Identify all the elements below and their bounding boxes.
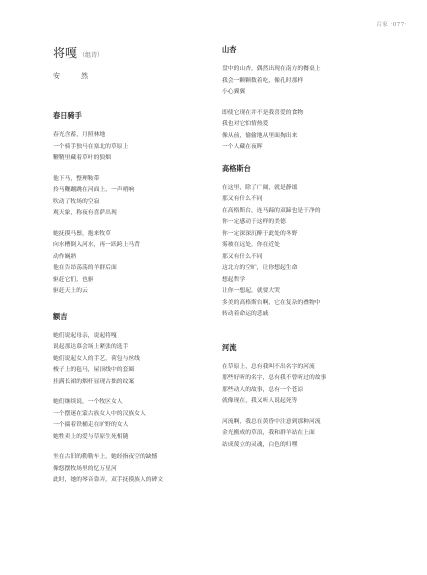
poem-line: 吹动了牧场的空寂 <box>53 198 100 205</box>
poem <box>53 111 218 298</box>
page-header: 百家 ·077· <box>376 22 407 28</box>
poem-line: 站成蔑立的灵魂，白色的归嘿 <box>222 441 298 448</box>
poem-title: 春日骑手 <box>53 111 82 120</box>
poem-line: 河流啊，我总在黄昏中注意到那种河流 <box>222 418 321 425</box>
poem-line: 在这里，除了广阔，就是静谧 <box>222 184 298 191</box>
poem-line: 驱赶它们，也驱 <box>53 276 94 283</box>
stanza <box>53 130 218 165</box>
poem-line: 即使它现在并不是我喜爱的食物 <box>222 109 304 116</box>
stanza <box>53 331 218 389</box>
poem-line: 像从前，偷偷地从里面掏出来 <box>222 132 298 139</box>
poem-line: 金光搬成的草浪，我和群羊站在上面 <box>222 430 315 436</box>
article-title-row <box>53 45 218 63</box>
poem-line: 多美的高格斯台啊，它在复杂的叠物中 <box>222 299 321 306</box>
poem-line: 他在告昂荡荡的羊群后面 <box>53 265 117 271</box>
poem-line: 一个摆迷在蒙古族女人中的汉族女人 <box>53 410 146 417</box>
right-column <box>222 45 387 460</box>
poem-line: 那些好听的名字，总有我不曾听过的故事 <box>222 375 327 381</box>
poem-line: 雾被在远处，你在近处 <box>222 242 280 248</box>
stanza <box>53 229 218 298</box>
poem-title: 山杏 <box>222 45 237 54</box>
left-column <box>53 45 218 496</box>
poem-line: 一个人藏在夜晖 <box>222 144 263 150</box>
poem-line: 她们说起母亲，说起将嘎 <box>53 332 117 339</box>
poem-line: 就像现在，我又听人说起死等 <box>222 398 298 404</box>
poem-title: 高格斯台 <box>222 163 251 173</box>
stanza <box>53 452 218 487</box>
poem-line: 你一定深深沉醉于此处的冬野 <box>222 230 298 237</box>
poem-line: 我也对它怕情热爱 <box>222 121 269 127</box>
stanza <box>222 108 387 154</box>
poem-line: 一个骑手独马在塞北的草原上 <box>53 143 129 150</box>
poem-line: 你一定感动于这样的美德 <box>222 219 286 225</box>
poem <box>222 45 387 154</box>
article-author: 安 然 <box>53 72 95 80</box>
poem-line: 她牲卖上的爱与草原生死相随 <box>53 433 129 440</box>
poem <box>222 164 387 321</box>
poem-line: 他下马，整理鞍带 <box>53 175 100 182</box>
poem-line: 春光含蓄，月照林地 <box>53 132 106 138</box>
poem-line: 让你一想起，就要大哭 <box>222 288 280 294</box>
poem-line: 鞭鞘里藏着草叶的狼烟 <box>53 155 111 161</box>
poem-title: 额吉 <box>53 311 68 321</box>
poem-line: 在草原上，总有我叫不出名字的河流 <box>222 363 315 370</box>
article-title: 将嘎 <box>53 46 78 60</box>
poem-line: 那又有什么不同 <box>222 253 263 260</box>
poem-line: 一个揣着铁桶走在旷野的女人 <box>53 422 129 428</box>
poem-line: 像悠摆牧场里的忆万星河 <box>53 465 117 472</box>
poem-line: 小心翼翼 <box>222 89 246 95</box>
stanza <box>222 64 387 99</box>
poem-title: 河流 <box>222 342 237 352</box>
stanza <box>222 417 387 452</box>
poem-line: 她们说起女人的手艺，荷包与丝线 <box>53 355 140 362</box>
poem-line: 观天象，称夜有喜萨出现 <box>53 210 117 216</box>
poem-line: 我会一颗颗数着吃，像孔时那样 <box>222 77 304 84</box>
poem-line: 转动着命运的悲戚 <box>222 311 269 317</box>
poem-line: 想起哲学 <box>222 276 246 283</box>
stanza <box>222 183 387 321</box>
poem-line: 在高格斯台，连马蹄的双蹄也是干净的 <box>222 207 321 214</box>
stanza <box>53 174 218 220</box>
poem-line: 那又有什么不同 <box>222 196 263 202</box>
poem-line: 挂满长裙的烟杆显现古拙的纹案 <box>53 378 135 385</box>
right-poems <box>222 45 387 451</box>
stanza <box>222 362 387 408</box>
poem-line: 盘中的山杏，偶然出现在南方的餐桌上 <box>222 66 321 72</box>
poem-line: 她抚摸马鬃，抱来牧草 <box>53 230 111 237</box>
poem-line: 向水槽倒入河水，再一跃跨上马背 <box>53 242 140 248</box>
poem-line: 说起那达慕会场上紧张的选手 <box>53 344 129 350</box>
left-poems <box>53 111 218 487</box>
poem <box>53 312 218 487</box>
poem-line: 坐在古旧的勒勒车上，她经指夜空的缺憾 <box>53 454 158 460</box>
poem-line: 那些动人的故事，总有一个苍凉 <box>222 386 304 393</box>
poem-line: 这北方的空旷，让你想起生命 <box>222 265 298 271</box>
poem-line: 驱赶天上的云 <box>53 288 88 294</box>
poem-line: 动作娴熟 <box>53 253 77 260</box>
stanza <box>53 397 218 443</box>
poem <box>222 343 387 452</box>
poem-line: 此时，她的琴音靠弄，双手抚摸族人的碑文 <box>53 477 164 483</box>
article-subtitle: （组诗） <box>79 52 104 59</box>
poem-line: 梭子上的毡马，屋顶线中的套圈 <box>53 367 135 373</box>
poem-line: 她们继续说，一个牧区女人 <box>53 399 123 405</box>
poem-line: 拎马鞭蹦跳在河面上，一声哨响 <box>53 187 135 193</box>
